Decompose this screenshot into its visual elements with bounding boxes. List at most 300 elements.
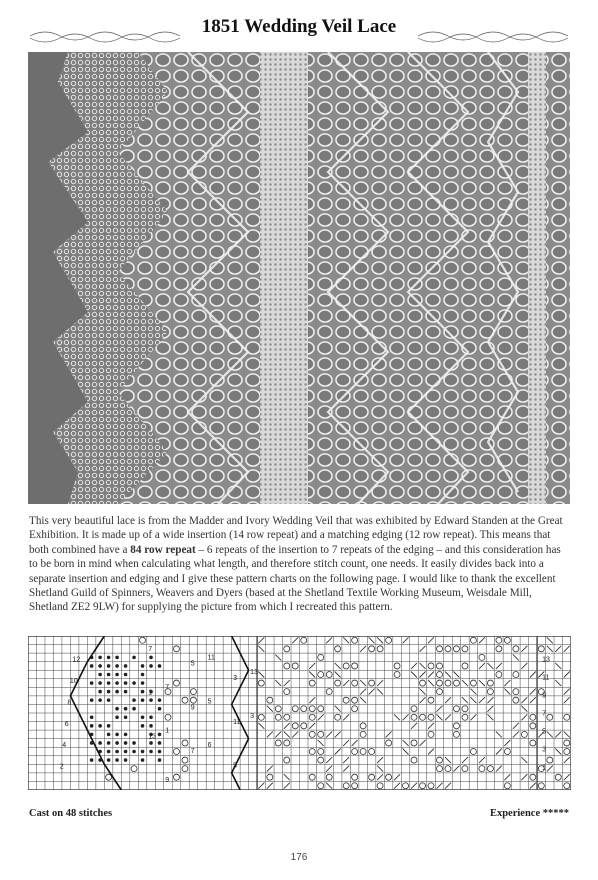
chart-dot-symbol bbox=[98, 741, 102, 745]
chart-decrease-symbol bbox=[521, 714, 527, 720]
chart-decrease-symbol bbox=[555, 731, 561, 737]
chart-decrease-symbol bbox=[284, 731, 290, 737]
chart-decrease-symbol bbox=[513, 723, 519, 729]
chart-dot-symbol bbox=[107, 733, 111, 737]
chart-decrease-symbol bbox=[496, 749, 502, 755]
chart-yo-symbol bbox=[360, 723, 366, 729]
chart-decrease-symbol bbox=[335, 731, 341, 737]
chart-dot-symbol bbox=[115, 758, 119, 762]
chart-yo-symbol bbox=[386, 637, 392, 643]
chart-row-number: 7 bbox=[190, 747, 195, 755]
chart-yo-symbol bbox=[284, 646, 290, 652]
chart-yo-symbol bbox=[411, 714, 417, 720]
chart-yo-symbol bbox=[564, 740, 570, 746]
chart-decrease-symbol bbox=[547, 731, 553, 737]
chart-row-number: 11 bbox=[542, 674, 550, 682]
page-number: 176 bbox=[290, 852, 308, 863]
chart-yo-symbol bbox=[547, 714, 553, 720]
chart-yo-symbol bbox=[352, 680, 358, 686]
chart-decrease-symbol bbox=[403, 740, 409, 746]
chart-row-number: 7 bbox=[542, 710, 547, 718]
chart-yo-symbol bbox=[453, 731, 459, 737]
chart-yo-symbol bbox=[462, 706, 468, 712]
chart-yo-symbol bbox=[420, 714, 426, 720]
chart-yo-symbol bbox=[436, 757, 442, 763]
chart-dot-symbol bbox=[141, 690, 145, 694]
chart-decrease-symbol bbox=[284, 723, 290, 729]
chart-row-number: 12 bbox=[72, 656, 81, 664]
chart-yo-symbol bbox=[140, 637, 146, 643]
chart-yo-symbol bbox=[555, 774, 561, 780]
chart-decrease-symbol bbox=[496, 663, 502, 669]
chart-yo-symbol bbox=[513, 697, 519, 703]
chart-yo-symbol bbox=[173, 646, 179, 652]
chart-decrease-symbol bbox=[411, 723, 417, 729]
lace-photograph bbox=[28, 52, 570, 504]
chart-decrease-symbol bbox=[377, 689, 383, 695]
chart-decrease-symbol bbox=[521, 774, 527, 780]
chart-decrease-symbol bbox=[462, 680, 468, 686]
chart-row-number: 9 bbox=[165, 777, 170, 785]
chart-yo-symbol bbox=[487, 689, 493, 695]
chart-decrease-symbol bbox=[428, 637, 434, 643]
chart-decrease-symbol bbox=[343, 740, 349, 746]
chart-decrease-symbol bbox=[513, 731, 519, 737]
chart-decrease-symbol bbox=[267, 783, 273, 789]
chart-yo-symbol bbox=[403, 783, 409, 789]
chart-decrease-symbol bbox=[309, 723, 315, 729]
chart-dot-symbol bbox=[115, 673, 119, 677]
chart-decrease-symbol bbox=[420, 646, 426, 652]
lace-photo-image bbox=[28, 52, 570, 504]
chart-yo-symbol bbox=[470, 749, 476, 755]
chart-yo-symbol bbox=[267, 697, 273, 703]
chart-decrease-symbol bbox=[504, 689, 510, 695]
chart-yo-symbol bbox=[326, 689, 332, 695]
chart-yo-symbol bbox=[496, 637, 502, 643]
chart-decrease-symbol bbox=[258, 637, 264, 643]
chart-decrease-symbol bbox=[258, 723, 264, 729]
chart-dot-symbol bbox=[158, 750, 162, 754]
chart-decrease-symbol bbox=[403, 637, 409, 643]
chart-decrease-symbol bbox=[326, 757, 332, 763]
chart-yo-symbol bbox=[326, 774, 332, 780]
chart-yo-symbol bbox=[411, 740, 417, 746]
chart-dot-symbol bbox=[132, 656, 136, 660]
chart-dot-symbol bbox=[149, 656, 153, 660]
chart-yo-symbol bbox=[428, 731, 434, 737]
chart-yo-symbol bbox=[309, 749, 315, 755]
chart-decrease-symbol bbox=[445, 714, 451, 720]
chart-yo-symbol bbox=[436, 646, 442, 652]
chart-dot-symbol bbox=[90, 664, 94, 668]
chart-decrease-symbol bbox=[436, 714, 442, 720]
chart-row-number: 11 bbox=[233, 718, 241, 726]
chart-decrease-symbol bbox=[267, 766, 273, 772]
chart-dot-symbol bbox=[141, 715, 145, 719]
chart-yo-symbol bbox=[335, 714, 341, 720]
chart-yo-symbol bbox=[267, 774, 273, 780]
chart-yo-symbol bbox=[292, 723, 298, 729]
chart-yo-symbol bbox=[318, 706, 324, 712]
chart-dot-symbol bbox=[141, 681, 145, 685]
chart-row-number: 8 bbox=[67, 699, 72, 707]
chart-decrease-symbol bbox=[420, 697, 426, 703]
chart-yo-symbol bbox=[428, 783, 434, 789]
chart-decrease-symbol bbox=[462, 757, 468, 763]
chart-yo-symbol bbox=[369, 646, 375, 652]
chart-yo-symbol bbox=[538, 646, 544, 652]
chart-yo-symbol bbox=[284, 663, 290, 669]
chart-dot-symbol bbox=[115, 750, 119, 754]
chart-dot-symbol bbox=[149, 750, 153, 754]
chart-decrease-symbol bbox=[335, 749, 341, 755]
chart-yo-symbol bbox=[496, 672, 502, 678]
chart-decrease-symbol bbox=[479, 663, 485, 669]
chart-row-number: 5 bbox=[207, 698, 212, 706]
chart-decrease-symbol bbox=[479, 680, 485, 686]
chart-yo-symbol bbox=[190, 697, 196, 703]
chart-dot-symbol bbox=[90, 758, 94, 762]
chart-dot-symbol bbox=[132, 681, 136, 685]
chart-decrease-symbol bbox=[343, 766, 349, 772]
chart-dot-symbol bbox=[158, 733, 162, 737]
chart-decrease-symbol bbox=[428, 672, 434, 678]
chart-yo-symbol bbox=[462, 714, 468, 720]
chart-yo-symbol bbox=[420, 783, 426, 789]
chart-decrease-symbol bbox=[267, 731, 273, 737]
chart-yo-symbol bbox=[453, 680, 459, 686]
chart-decrease-symbol bbox=[309, 672, 315, 678]
chart-decrease-symbol bbox=[487, 697, 493, 703]
chart-dot-symbol bbox=[98, 724, 102, 728]
chart-decrease-symbol bbox=[521, 757, 527, 763]
chart-decrease-symbol bbox=[470, 697, 476, 703]
chart-yo-symbol bbox=[369, 680, 375, 686]
chart-decrease-symbol bbox=[275, 654, 281, 660]
chart-yo-symbol bbox=[479, 654, 485, 660]
chart-yo-symbol bbox=[564, 714, 570, 720]
chart-dot-symbol bbox=[132, 750, 136, 754]
chart-dot-symbol bbox=[149, 664, 153, 668]
chart-decrease-symbol bbox=[352, 740, 358, 746]
chart-yo-symbol bbox=[165, 714, 171, 720]
chart-row-number: 3 bbox=[233, 675, 238, 683]
chart-decrease-symbol bbox=[284, 774, 290, 780]
chart-dot-symbol bbox=[107, 698, 111, 702]
chart-dot-symbol bbox=[132, 707, 136, 711]
chart-row-number: 9 bbox=[542, 692, 547, 700]
chart-dot-symbol bbox=[158, 707, 162, 711]
chart-decrease-symbol bbox=[258, 783, 264, 789]
chart-decrease-symbol bbox=[496, 731, 502, 737]
chart-dot-symbol bbox=[107, 724, 111, 728]
chart-row-number: 4 bbox=[62, 742, 67, 750]
chart-yo-symbol bbox=[352, 663, 358, 669]
chart-yo-symbol bbox=[564, 783, 570, 789]
chart-yo-symbol bbox=[284, 689, 290, 695]
chart-decrease-symbol bbox=[411, 663, 417, 669]
chart-decrease-symbol bbox=[275, 731, 281, 737]
chart-decrease-symbol bbox=[564, 672, 570, 678]
chart-decrease-symbol bbox=[369, 689, 375, 695]
chart-yo-symbol bbox=[182, 697, 188, 703]
chart-decrease-symbol bbox=[326, 637, 332, 643]
chart-yo-symbol bbox=[190, 689, 196, 695]
chart-decrease-symbol bbox=[555, 749, 561, 755]
chart-decrease-symbol bbox=[521, 663, 527, 669]
chart-dot-symbol bbox=[115, 664, 119, 668]
chart-decrease-symbol bbox=[428, 749, 434, 755]
chart-dot-symbol bbox=[124, 673, 128, 677]
chart-dot-symbol bbox=[107, 656, 111, 660]
chart-decrease-symbol bbox=[479, 697, 485, 703]
chart-row-number: 7 bbox=[148, 646, 153, 654]
chart-decrease-symbol bbox=[343, 757, 349, 763]
chart-row-number: 9 bbox=[190, 704, 195, 712]
chart-yo-symbol bbox=[318, 749, 324, 755]
chart-yo-symbol bbox=[513, 689, 519, 695]
chart-decrease-symbol bbox=[377, 637, 383, 643]
chart-decrease-symbol bbox=[445, 697, 451, 703]
chart-yo-symbol bbox=[436, 663, 442, 669]
chart-yo-symbol bbox=[301, 706, 307, 712]
chart-dot-symbol bbox=[124, 733, 128, 737]
chart-yo-symbol bbox=[309, 774, 315, 780]
chart-yo-symbol bbox=[453, 646, 459, 652]
chart-yo-symbol bbox=[360, 749, 366, 755]
description-bold: 84 row repeat bbox=[130, 543, 196, 556]
chart-decrease-symbol bbox=[564, 697, 570, 703]
chart-dot-symbol bbox=[98, 698, 102, 702]
chart-yo-symbol bbox=[173, 774, 179, 780]
chart-yo-symbol bbox=[487, 766, 493, 772]
chart-yo-symbol bbox=[301, 723, 307, 729]
chart-dot-symbol bbox=[158, 664, 162, 668]
chart-decrease-symbol bbox=[343, 680, 349, 686]
chart-decrease-symbol bbox=[453, 672, 459, 678]
chart-decrease-symbol bbox=[309, 697, 315, 703]
chart-decrease-symbol bbox=[326, 783, 332, 789]
description-text-2: – 6 repeats of the insertion to 7 repeats of the edging – and this consideration has to be born in mind when calculating what length, and therefore stitch count, one needs. It easily divides back into a separate insertion and edging and I give these pattern charts on the following page. I would like to thank the excellent Shetland Guild of Spinners, Weavers and Dyers (based at the Shetland Textile Working Museum, Weisdale Mill, Shetland ZE2 9LW) for supplying the picture from which I recreated this pattern. bbox=[29, 543, 561, 614]
chart-decrease-symbol bbox=[318, 714, 324, 720]
chart-dot-symbol bbox=[124, 758, 128, 762]
chart-decrease-symbol bbox=[377, 766, 383, 772]
chart-decrease-symbol bbox=[284, 783, 290, 789]
chart-yo-symbol bbox=[530, 774, 536, 780]
chart-dot-symbol bbox=[141, 673, 145, 677]
chart-dot-symbol bbox=[124, 690, 128, 694]
chart-dot-symbol bbox=[141, 698, 145, 702]
chart-row-number: 13 bbox=[148, 733, 157, 741]
chart-dot-symbol bbox=[124, 741, 128, 745]
chart-dot-symbol bbox=[124, 750, 128, 754]
chart-dot-symbol bbox=[158, 741, 162, 745]
chart-yo-symbol bbox=[275, 706, 281, 712]
chart-dot-symbol bbox=[107, 758, 111, 762]
chart-dot-symbol bbox=[115, 741, 119, 745]
chart-yo-symbol bbox=[318, 757, 324, 763]
chart-decrease-symbol bbox=[504, 740, 510, 746]
chart-row-number: 5 bbox=[542, 728, 547, 736]
chart-yo-symbol bbox=[462, 766, 468, 772]
chart-decrease-symbol bbox=[521, 706, 527, 712]
chart-decrease-symbol bbox=[420, 740, 426, 746]
chart-decrease-symbol bbox=[564, 774, 570, 780]
chart-yo-symbol bbox=[420, 680, 426, 686]
chart-decrease-symbol bbox=[284, 680, 290, 686]
chart-decrease-symbol bbox=[292, 731, 298, 737]
chart-decrease-symbol bbox=[436, 783, 442, 789]
chart-yo-symbol bbox=[343, 663, 349, 669]
chart-decrease-symbol bbox=[530, 697, 536, 703]
chart-dot-symbol bbox=[107, 664, 111, 668]
chart-dot-symbol bbox=[124, 681, 128, 685]
chart-decrease-symbol bbox=[436, 706, 442, 712]
chart-dot-symbol bbox=[158, 698, 162, 702]
chart-yo-symbol bbox=[453, 723, 459, 729]
chart-dot-symbol bbox=[141, 750, 145, 754]
chart-decrease-symbol bbox=[555, 663, 561, 669]
chart-yo-symbol bbox=[352, 783, 358, 789]
chart-row-number: 6 bbox=[64, 720, 69, 728]
chart-yo-symbol bbox=[470, 680, 476, 686]
chart-decrease-symbol bbox=[326, 731, 332, 737]
chart-yo-symbol bbox=[369, 774, 375, 780]
chart-yo-symbol bbox=[453, 706, 459, 712]
chart-decrease-symbol bbox=[360, 646, 366, 652]
chart-yo-symbol bbox=[504, 783, 510, 789]
chart-decrease-symbol bbox=[326, 766, 332, 772]
chart-yo-symbol bbox=[445, 680, 451, 686]
chart-dot-symbol bbox=[107, 750, 111, 754]
chart-dot-symbol bbox=[149, 741, 153, 745]
chart-yo-symbol bbox=[436, 680, 442, 686]
chart-decrease-symbol bbox=[343, 637, 349, 643]
chart-yo-symbol bbox=[530, 740, 536, 746]
chart-decrease-symbol bbox=[555, 680, 561, 686]
chart-yo-symbol bbox=[318, 654, 324, 660]
chart-decrease-symbol bbox=[445, 672, 451, 678]
chart-decrease-symbol bbox=[258, 672, 264, 678]
chart-dot-symbol bbox=[98, 673, 102, 677]
chart-yo-symbol bbox=[352, 706, 358, 712]
chart-dot-symbol bbox=[107, 741, 111, 745]
chart-decrease-symbol bbox=[275, 680, 281, 686]
chart-decrease-symbol bbox=[445, 757, 451, 763]
chart-decrease-symbol bbox=[335, 663, 341, 669]
chart-decrease-symbol bbox=[547, 766, 553, 772]
chart-row-number: 7 bbox=[165, 683, 170, 691]
chart-row-number: 13 bbox=[250, 669, 258, 677]
chart-dot-symbol bbox=[141, 664, 145, 668]
chart-yo-symbol bbox=[436, 672, 442, 678]
chart-yo-symbol bbox=[292, 706, 298, 712]
chart-yo-symbol bbox=[462, 646, 468, 652]
chart-yo-symbol bbox=[326, 672, 332, 678]
chart-decrease-symbol bbox=[521, 697, 527, 703]
chart-yo-symbol bbox=[182, 740, 188, 746]
chart-dot-symbol bbox=[115, 690, 119, 694]
chart-decrease-symbol bbox=[258, 646, 264, 652]
chart-decrease-symbol bbox=[386, 731, 392, 737]
chart-dot-symbol bbox=[149, 698, 153, 702]
chart-yo-symbol bbox=[284, 757, 290, 763]
chart-decrease-symbol bbox=[564, 646, 570, 652]
knitting-chart bbox=[28, 636, 571, 790]
chart-yo-symbol bbox=[318, 672, 324, 678]
chart-decrease-symbol bbox=[403, 749, 409, 755]
chart-row-number: 2 bbox=[59, 763, 64, 771]
chart-dot-symbol bbox=[149, 724, 153, 728]
chart-row-number: 1 bbox=[542, 764, 547, 772]
chart-yo-symbol bbox=[275, 714, 281, 720]
chart-decrease-symbol bbox=[377, 757, 383, 763]
chart-decrease-symbol bbox=[479, 757, 485, 763]
chart-dot-symbol bbox=[90, 715, 94, 719]
chart-decrease-symbol bbox=[360, 680, 366, 686]
chart-decrease-symbol bbox=[530, 672, 536, 678]
chart-decrease-symbol bbox=[377, 774, 383, 780]
chart-decrease-symbol bbox=[318, 740, 324, 746]
chart-dot-symbol bbox=[115, 707, 119, 711]
chart-decrease-symbol bbox=[521, 646, 527, 652]
chart-decrease-symbol bbox=[564, 689, 570, 695]
chart-decrease-symbol bbox=[504, 680, 510, 686]
chart-yo-symbol bbox=[428, 714, 434, 720]
chart-yo-symbol bbox=[547, 757, 553, 763]
chart-row-number: 13 bbox=[542, 656, 550, 664]
chart-yo-symbol bbox=[445, 766, 451, 772]
chart-yo-symbol bbox=[521, 731, 527, 737]
chart-decrease-symbol bbox=[420, 689, 426, 695]
chart-row-number: 6 bbox=[207, 741, 212, 749]
chart-yo-symbol bbox=[352, 774, 358, 780]
chart-dot-symbol bbox=[90, 681, 94, 685]
chart-yo-symbol bbox=[309, 706, 315, 712]
chart-decrease-symbol bbox=[428, 723, 434, 729]
chart-dot-symbol bbox=[158, 758, 162, 762]
chart-row-number: 1 bbox=[148, 689, 153, 697]
chart-yo-symbol bbox=[436, 689, 442, 695]
experience-label: Experience ***** bbox=[489, 808, 569, 819]
chart-yo-symbol bbox=[411, 706, 417, 712]
chart-yo-symbol bbox=[182, 766, 188, 772]
chart-yo-symbol bbox=[479, 766, 485, 772]
chart-yo-symbol bbox=[173, 749, 179, 755]
chart-yo-symbol bbox=[428, 663, 434, 669]
chart-dot-symbol bbox=[141, 724, 145, 728]
chart-row-number: 3 bbox=[542, 746, 547, 754]
chart-dot-symbol bbox=[115, 681, 119, 685]
chart-yo-symbol bbox=[462, 663, 468, 669]
chart-decrease-symbol bbox=[479, 637, 485, 643]
chart-yo-symbol bbox=[513, 672, 519, 678]
chart-yo-symbol bbox=[318, 783, 324, 789]
chart-dot-symbol bbox=[107, 681, 111, 685]
chart-yo-symbol bbox=[275, 740, 281, 746]
chart-yo-symbol bbox=[428, 697, 434, 703]
chart-yo-symbol bbox=[182, 757, 188, 763]
chart-decrease-symbol bbox=[377, 680, 383, 686]
chart-dot-symbol bbox=[107, 690, 111, 694]
chart-yo-symbol bbox=[360, 731, 366, 737]
chart-row-number: 11 bbox=[207, 654, 215, 662]
chart-decrease-symbol bbox=[369, 637, 375, 643]
chart-decrease-symbol bbox=[411, 783, 417, 789]
chart-dot-symbol bbox=[90, 698, 94, 702]
chart-decrease-symbol bbox=[487, 714, 493, 720]
